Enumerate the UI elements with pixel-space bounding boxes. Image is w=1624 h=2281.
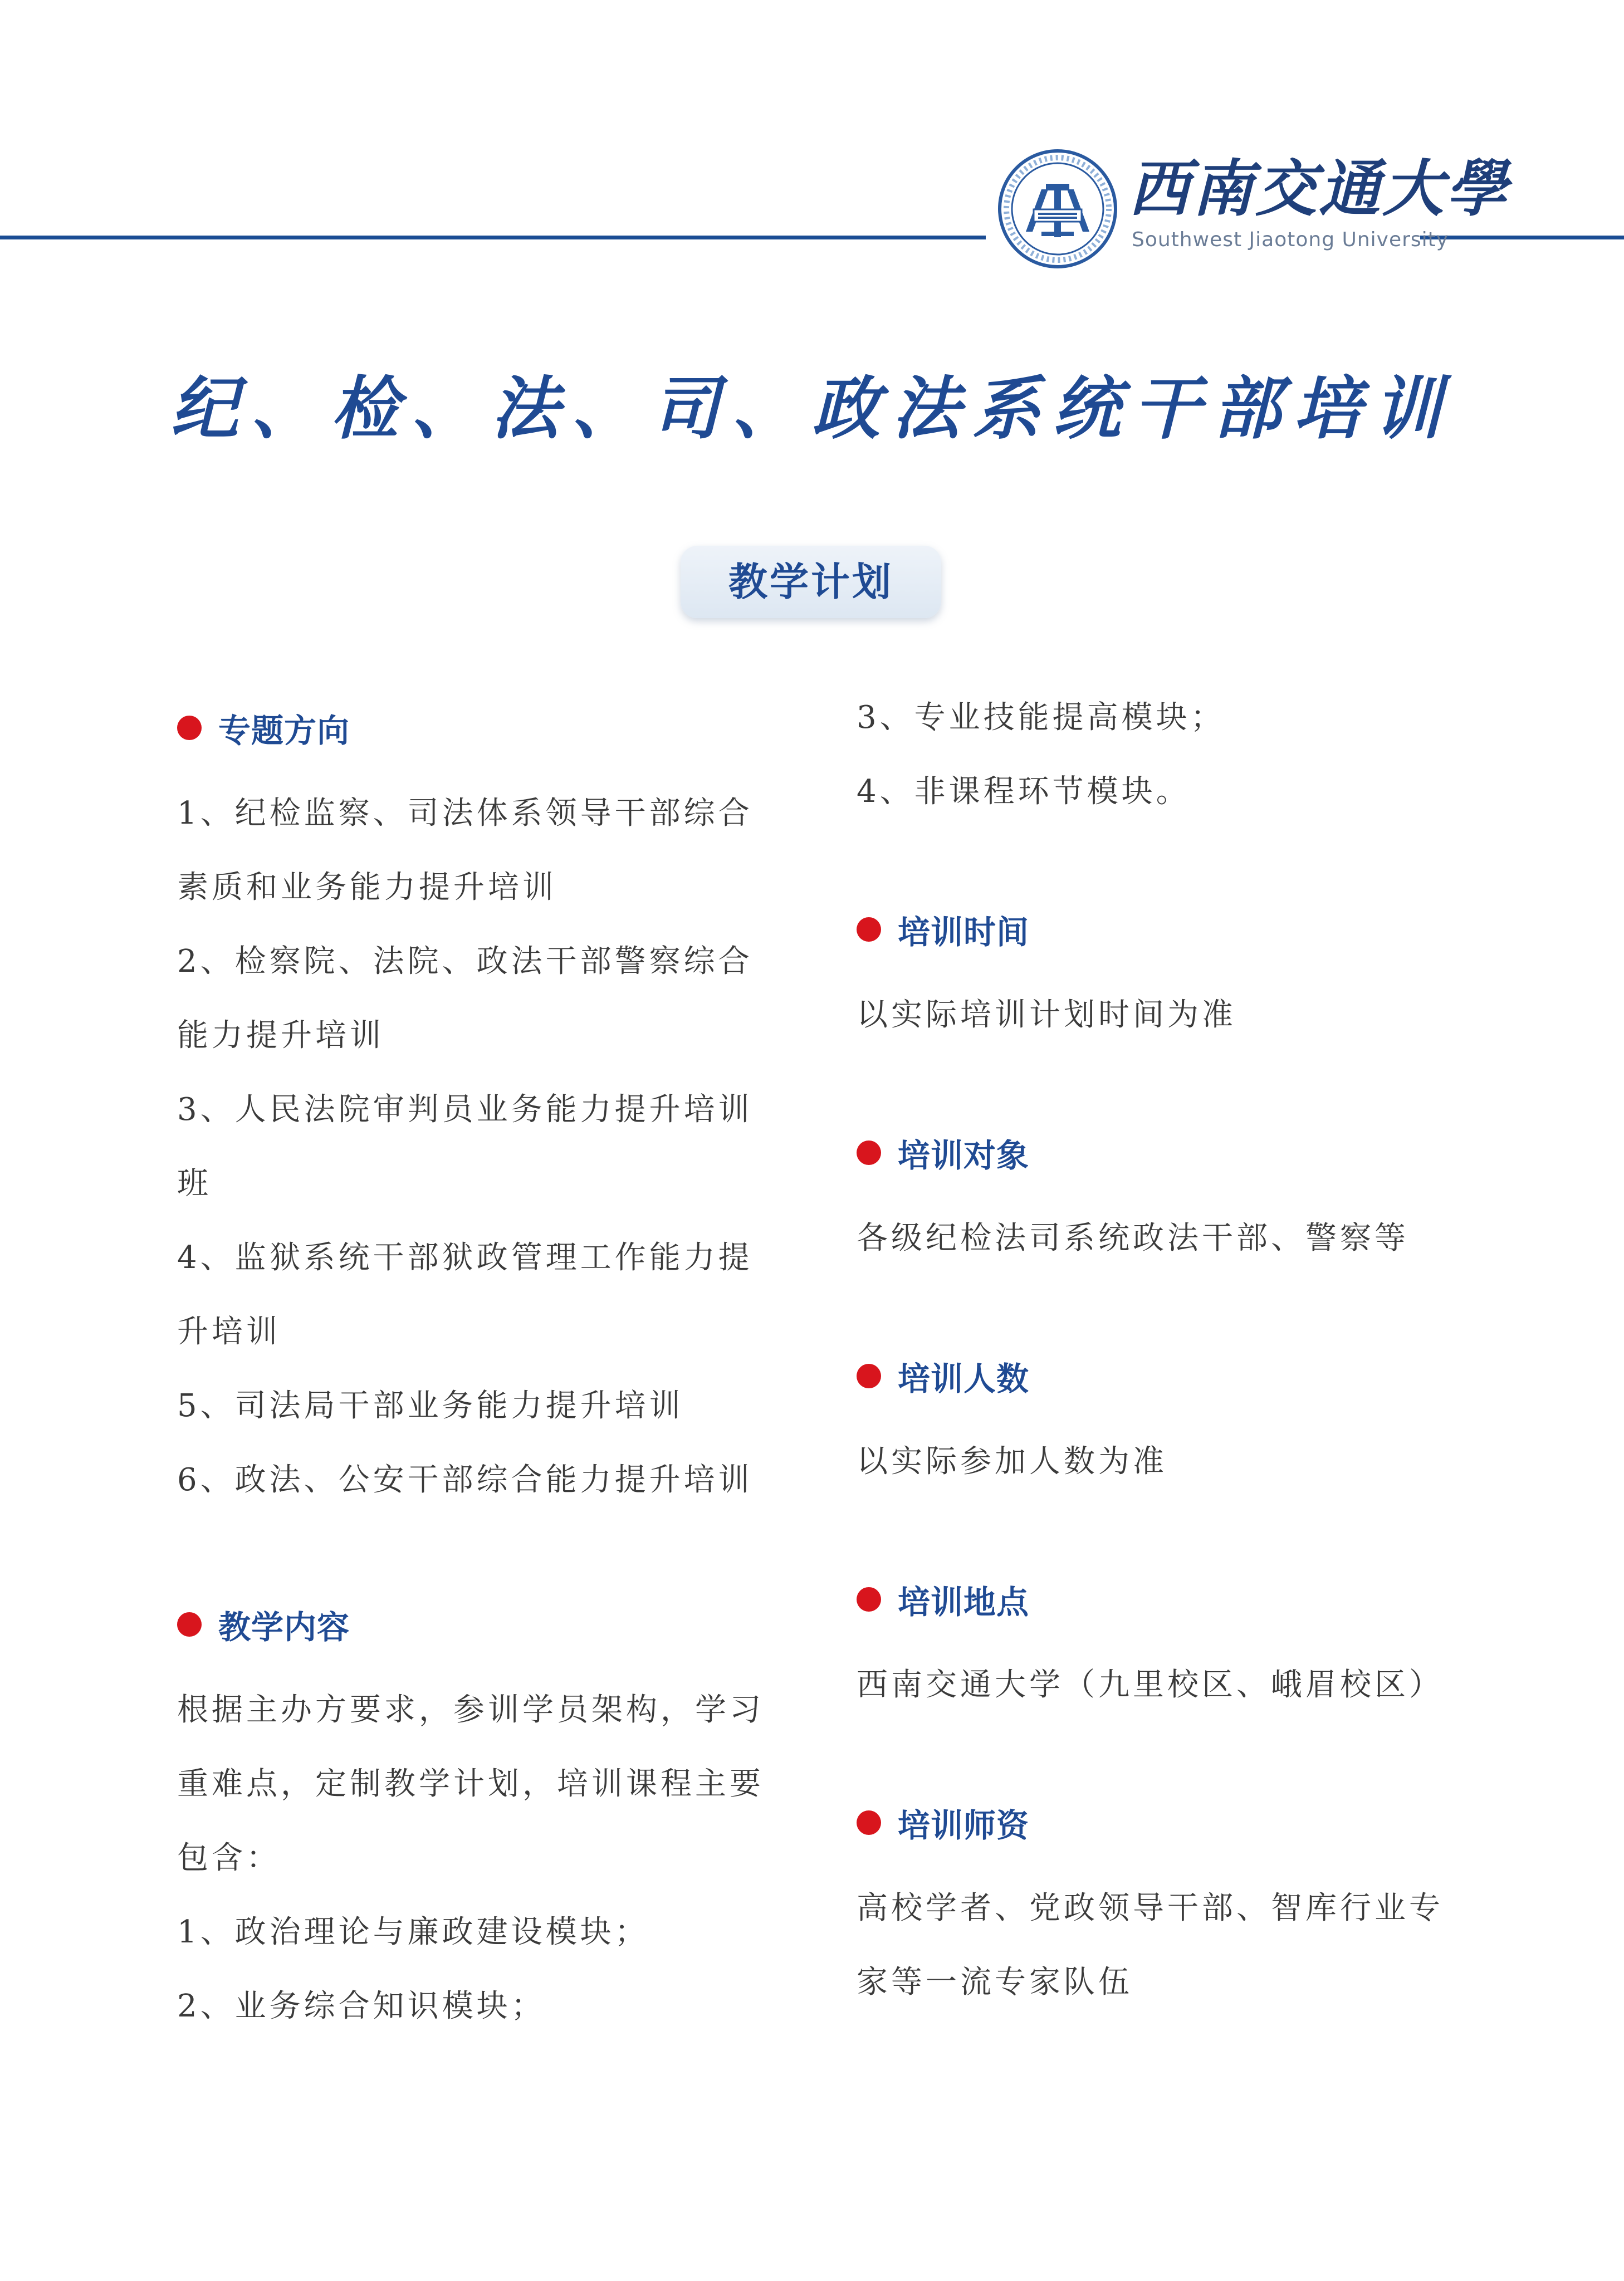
topics-line: 1、纪检监察、司法体系领导干部综合 [177,795,753,831]
university-seal-icon [997,148,1118,270]
content-line: 根据主办方要求，参训学员架构，学习 [177,1692,764,1728]
faculty-line: 家等一流专家队伍 [857,1964,1133,2000]
red-bullet-icon [177,716,202,740]
section-title: 培训对象 [898,1137,1030,1174]
topics-line: 2、检察院、法院、政法干部警察综合 [177,943,753,980]
section-faculty-heading [857,1798,1514,1848]
faculty-line: 高校学者、党政领导干部、智库行业专 [857,1890,1444,1926]
section-title: 培训地点 [898,1583,1030,1621]
left-column [177,703,801,2043]
topics-line: 能力提升培训 [177,1017,384,1054]
topics-line: 3、人民法院审判员业务能力提升培训 [177,1091,753,1128]
section-location-heading [857,1574,1514,1624]
red-bullet-icon [857,1140,881,1165]
topics-line: 班 [177,1166,212,1202]
content-line: 包含： [177,1840,281,1876]
teaching-plan-badge: 教学计划 [681,546,941,618]
red-bullet-icon [857,1587,881,1612]
red-bullet-icon [857,1364,881,1388]
section-content-heading [177,1599,801,1649]
university-logo [986,145,1509,278]
page-title: 纪、检、法、司、政法系统干部培训 [170,368,1454,448]
content-line: 3、专业技能提高模块； [857,699,1225,736]
count-text: 以实际参加人数为准 [857,1443,1167,1480]
section-time-heading [857,904,1514,955]
red-bullet-icon [857,917,881,942]
topics-line: 6、政法、公安干部综合能力提升培训 [177,1462,753,1498]
red-bullet-icon [177,1612,202,1637]
red-bullet-icon [857,1810,881,1835]
content-line: 重难点，定制教学计划，培训课程主要 [177,1766,764,1802]
section-title: 培训人数 [898,1360,1030,1398]
right-column [857,699,1514,2019]
section-target-heading [857,1128,1514,1178]
section-topics-heading [177,703,801,753]
target-text: 各级纪检法司系统政法干部、警察等 [857,1220,1409,1256]
university-name-cn: 西南交通大學 [1128,153,1509,224]
topics-line: 5、司法局干部业务能力提升培训 [177,1388,684,1424]
location-text: 西南交通大学（九里校区、峨眉校区） [857,1667,1444,1703]
section-title: 专题方向 [218,712,350,750]
section-title: 培训时间 [898,913,1030,951]
content-line: 2、业务综合知识模块； [177,1988,546,2024]
content-line: 4、非课程环节模块。 [857,774,1191,810]
time-text: 以实际培训计划时间为准 [857,997,1236,1033]
section-title: 教学内容 [218,1608,350,1646]
topics-line: 升培训 [177,1314,281,1350]
topics-line: 素质和业务能力提升培训 [177,869,557,905]
university-name-en: Southwest Jiaotong University [1132,228,1449,251]
topics-line: 4、监狱系统干部狱政管理工作能力提 [177,1240,753,1276]
section-count-heading [857,1351,1514,1401]
content-line: 1、政治理论与廉政建设模块； [177,1914,649,1950]
section-title: 培训师资 [898,1807,1030,1844]
